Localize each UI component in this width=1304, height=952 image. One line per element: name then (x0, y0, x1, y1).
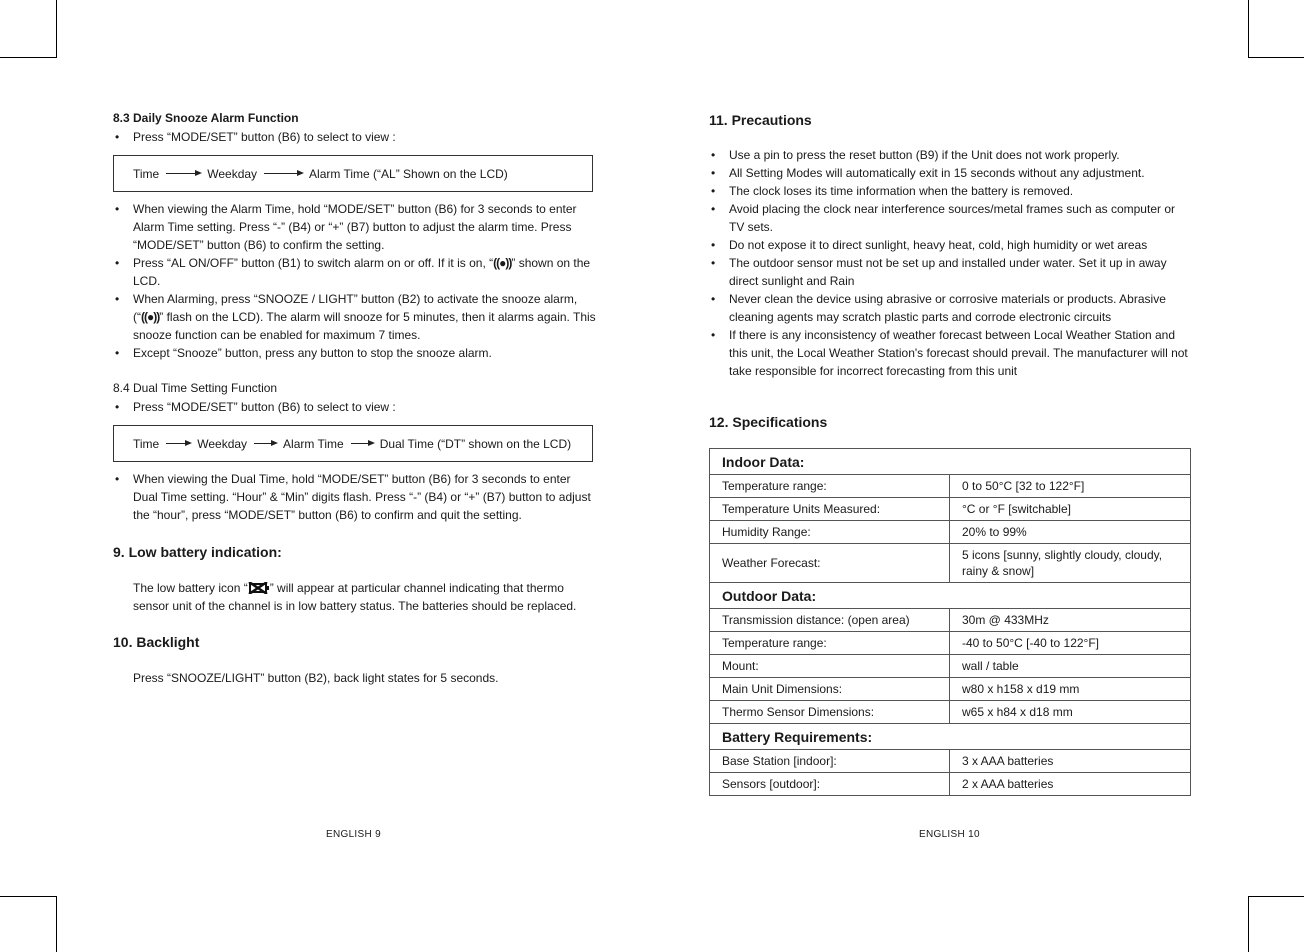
flow-box-alarm (113, 155, 593, 192)
arrow-right-icon (264, 173, 302, 174)
table-row: Transmission distance: (open area) 30m @ 433MHz (710, 609, 1191, 632)
flow-step: Time (133, 436, 160, 451)
list-item: • When Alarming, press “SNOOZE / LIGHT” button (B2) to activate the snooze alarm, (“((●))” flash on the LCD). The alarm will snooze for 5 minutes, then it alarms again. This snooze function can be enabled for maximum 7 times. (113, 290, 598, 344)
page-footer-right: ENGLISH 10 (919, 829, 980, 840)
section-8-4-heading: 8.4 Dual Time Setting Function (113, 381, 278, 395)
flow-step: Weekday (197, 436, 248, 451)
list-item: • The clock loses its time information when the battery is removed. (709, 182, 1193, 200)
section-8-4-view-list (113, 398, 598, 416)
section-11-heading: 11. Precautions (709, 112, 812, 128)
table-row: Temperature range: -40 to 50°C [-40 to 122°F] (710, 632, 1191, 655)
table-row: Thermo Sensor Dimensions: w65 x h84 x d18 mm (710, 701, 1191, 724)
flow-step: Alarm Time (283, 436, 344, 451)
list-item: • The outdoor sensor must not be set up and installed under water. Set it up in away direct sunlight and Rain (709, 254, 1193, 290)
section-8-3-view-list (113, 128, 598, 146)
table-row: Mount: wall / table (710, 655, 1191, 678)
crop-mark (1248, 896, 1304, 897)
crop-mark (1248, 896, 1249, 952)
flow-step: Alarm Time (“AL” Shown on the LCD) (309, 166, 508, 181)
list-item: • When viewing the Dual Time, hold “MODE/SET” button (B6) for 3 seconds to enter Dual Time setting. “Hour” & “Min” digits flash. Press “-” (B4) or “+” (B7) button to adjust the “hour”, press “MODE/SET” button (B6) to confirm and quit the setting. (113, 470, 598, 524)
list-item: • Never clean the device using abrasive or corrosive materials or products. Abrasive cleaning agents may scratch plastic parts and corrode electronic circuits (709, 290, 1193, 326)
list-item: • Avoid placing the clock near interference sources/metal frames such as computer or TV sets. (709, 200, 1193, 236)
section-8-3-heading: 8.3 Daily Snooze Alarm Function (113, 111, 299, 125)
crop-mark (0, 57, 57, 58)
arrow-right-icon (166, 173, 200, 174)
table-row: Main Unit Dimensions: w80 x h158 x d19 mm (710, 678, 1191, 701)
list-item: • Use a pin to press the reset button (B9) if the Unit does not work properly. (709, 146, 1193, 164)
table-row: Temperature Units Measured: °C or °F [switchable] (710, 498, 1191, 521)
table-row: Temperature range: 0 to 50°C [32 to 122°F] (710, 475, 1191, 498)
low-battery-icon (248, 582, 270, 594)
section-8-3-list (113, 200, 598, 362)
arrow-right-icon (166, 443, 190, 444)
crop-mark (0, 896, 57, 897)
table-section-title: Indoor Data: (710, 449, 1191, 475)
table-section-title: Battery Requirements: (710, 724, 1191, 750)
alarm-icon: ((●)) (141, 310, 160, 324)
table-section-title: Outdoor Data: (710, 583, 1191, 609)
flow-step: Time (133, 166, 160, 181)
list-item: • When viewing the Alarm Time, hold “MODE/SET” button (B6) for 3 seconds to enter Alarm Time setting. Press “-” (B4) or “+” (B7) button to adjust the alarm time. Press “MODE/SET” button (B6) to confirm the setting. (113, 200, 598, 254)
list-item: • Press “AL ON/OFF” button (B1) to switch alarm on or off. If it is on, “((●))” shown on the LCD. (113, 254, 598, 290)
section-10-text: Press “SNOOZE/LIGHT” button (B2), back light states for 5 seconds. (133, 671, 499, 685)
list-item: • Press “MODE/SET” button (B6) to select to view : (113, 128, 598, 146)
page-footer-left: ENGLISH 9 (326, 829, 381, 840)
section-12-heading: 12. Specifications (709, 414, 828, 430)
list-item: • All Setting Modes will automatically exit in 15 seconds without any adjustment. (709, 164, 1193, 182)
arrow-right-icon (254, 443, 276, 444)
list-item: • Press “MODE/SET” button (B6) to select to view : (113, 398, 598, 416)
table-row: Sensors [outdoor]: 2 x AAA batteries (710, 773, 1191, 796)
alarm-icon: ((●)) (493, 256, 512, 270)
arrow-right-icon (351, 443, 373, 444)
crop-mark (1248, 0, 1249, 57)
table-row: Weather Forecast: 5 icons [sunny, slightly cloudy, cloudy, rainy & snow] (710, 544, 1191, 583)
precautions-list (709, 146, 1193, 380)
crop-mark (1248, 57, 1304, 58)
crop-mark (56, 0, 57, 57)
flow-step: Dual Time (“DT” shown on the LCD) (379, 436, 572, 451)
list-item: • Except “Snooze” button, press any button to stop the snooze alarm. (113, 344, 598, 362)
specifications-table (709, 448, 1191, 796)
section-8-4-list (113, 470, 598, 524)
table-row: Humidity Range: 20% to 99% (710, 521, 1191, 544)
table-row: Base Station [indoor]: 3 x AAA batteries (710, 750, 1191, 773)
list-item: • If there is any inconsistency of weather forecast between Local Weather Station and this unit, the Local Weather Station's forecast should prevail. The manufacturer will not take responsible for incorrect forecasting from this unit (709, 326, 1193, 380)
list-item: • Do not expose it to direct sunlight, heavy heat, cold, high humidity or wet areas (709, 236, 1193, 254)
flow-step: Weekday (207, 166, 258, 181)
crop-mark (56, 896, 57, 952)
section-10-heading: 10. Backlight (113, 634, 200, 650)
section-9-heading: 9. Low battery indication: (113, 544, 282, 560)
flow-box-dual-time (113, 425, 593, 462)
section-9-text: The low battery icon “ ” will appear at particular channel indicating that thermo sensor unit of the channel is in low battery status. The batteries should be replaced. (133, 581, 577, 613)
